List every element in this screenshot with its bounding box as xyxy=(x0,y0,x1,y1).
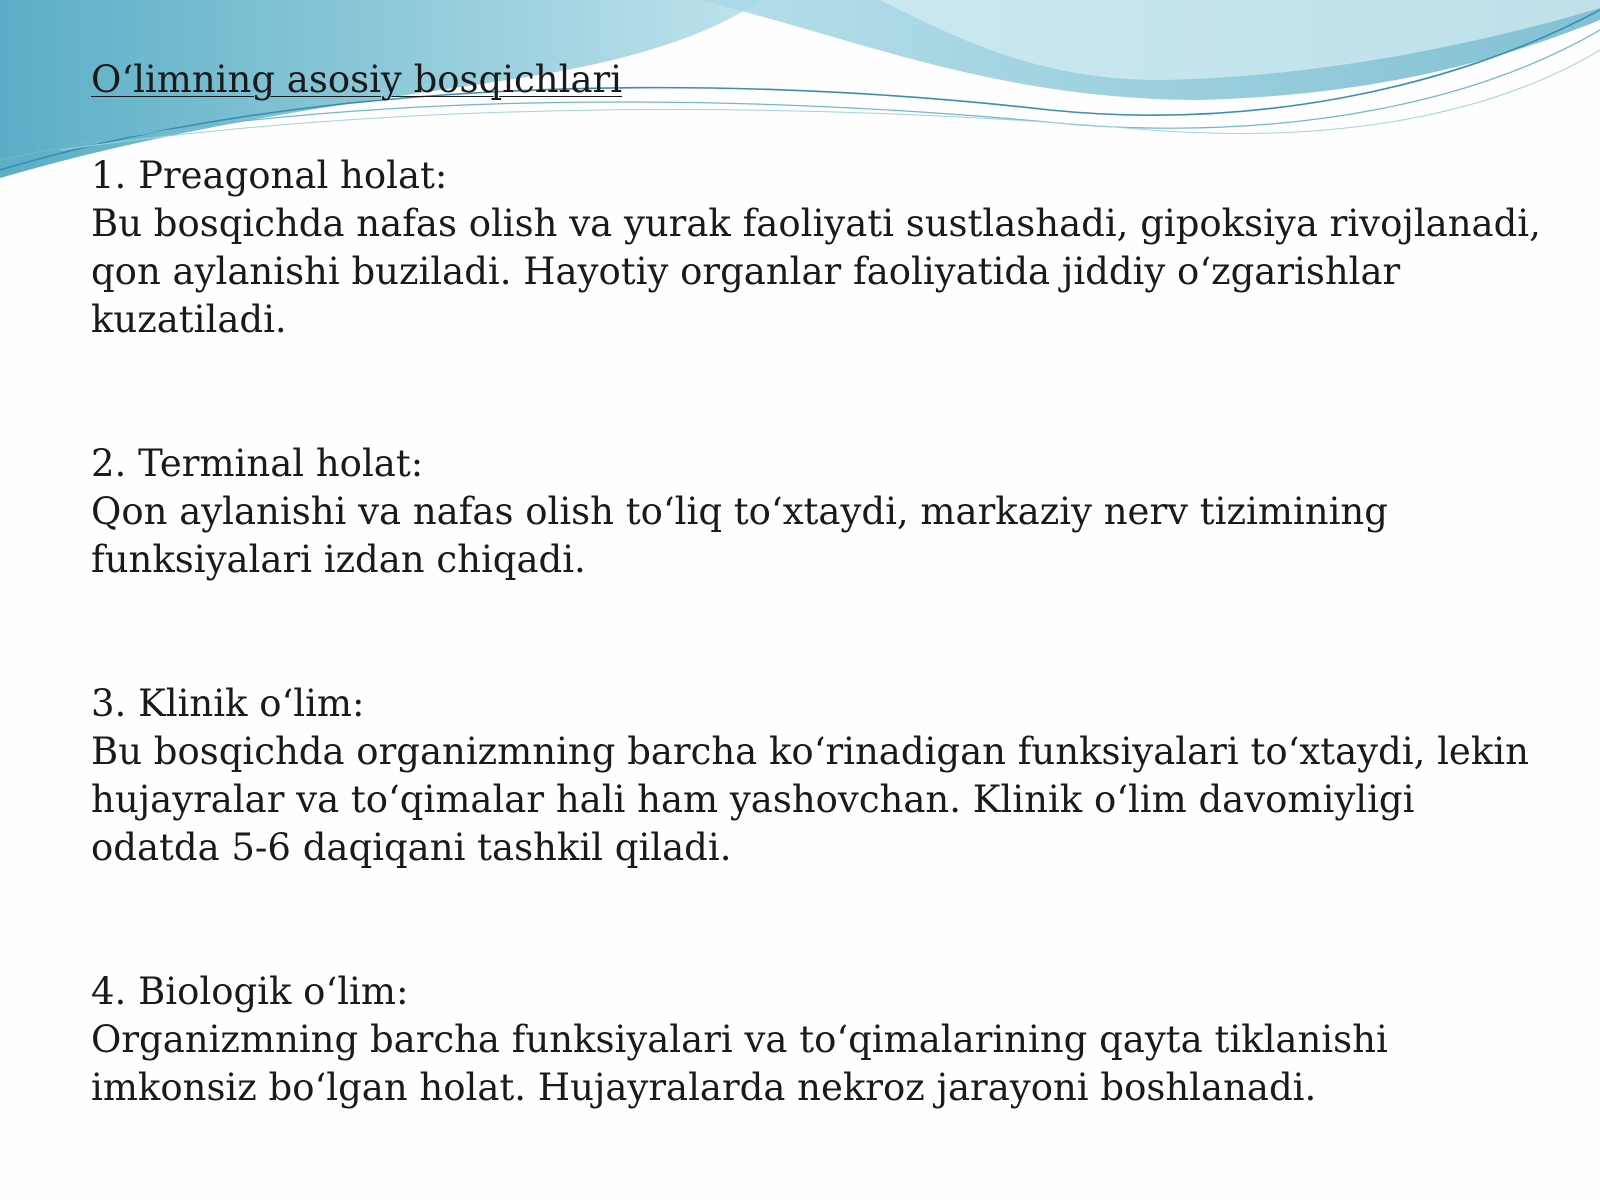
stage-heading: 1. Preagonal holat: xyxy=(91,154,448,197)
stage-heading: 3. Klinik o‘lim: xyxy=(91,682,365,725)
slide-content xyxy=(91,56,1551,1112)
stage-heading: 4. Biologik o‘lim: xyxy=(91,970,409,1013)
stage-heading: 2. Terminal holat: xyxy=(91,442,424,485)
stage-description: Bu bosqichda organizmning barcha ko‘rinadigan funksiyalari to‘xtaydi, lekin hujayralar va to‘qimalar hali ham yashovchan. Klinik o‘lim davomiyligi odatda 5-6 daqiqani tashkil qiladi. xyxy=(91,730,1529,869)
stage-description: Organizmning barcha funksiyalari va to‘qimalarining qayta tiklanishi imkonsiz bo‘lgan holat. Hujayralarda nekroz jarayoni boshlanadi. xyxy=(91,1018,1388,1109)
stage-description: Bu bosqichda nafas olish va yurak faoliyati sustlashadi, gipoksiya rivojlanadi, qon aylanishi buziladi. Hayotiy organlar faoliyatida jiddiy o‘zgarishlar kuzatiladi. xyxy=(91,202,1541,341)
slide-title: O‘limning asosiy bosqichlari xyxy=(91,58,623,101)
stage-preagonal xyxy=(91,152,1551,344)
stage-description: Qon aylanishi va nafas olish to‘liq to‘xtaydi, markaziy nerv tizimining funksiyalari izdan chiqadi. xyxy=(91,490,1388,581)
stage-terminal xyxy=(91,440,1551,584)
stage-clinical-death xyxy=(91,680,1551,872)
stage-biological-death xyxy=(91,968,1551,1112)
